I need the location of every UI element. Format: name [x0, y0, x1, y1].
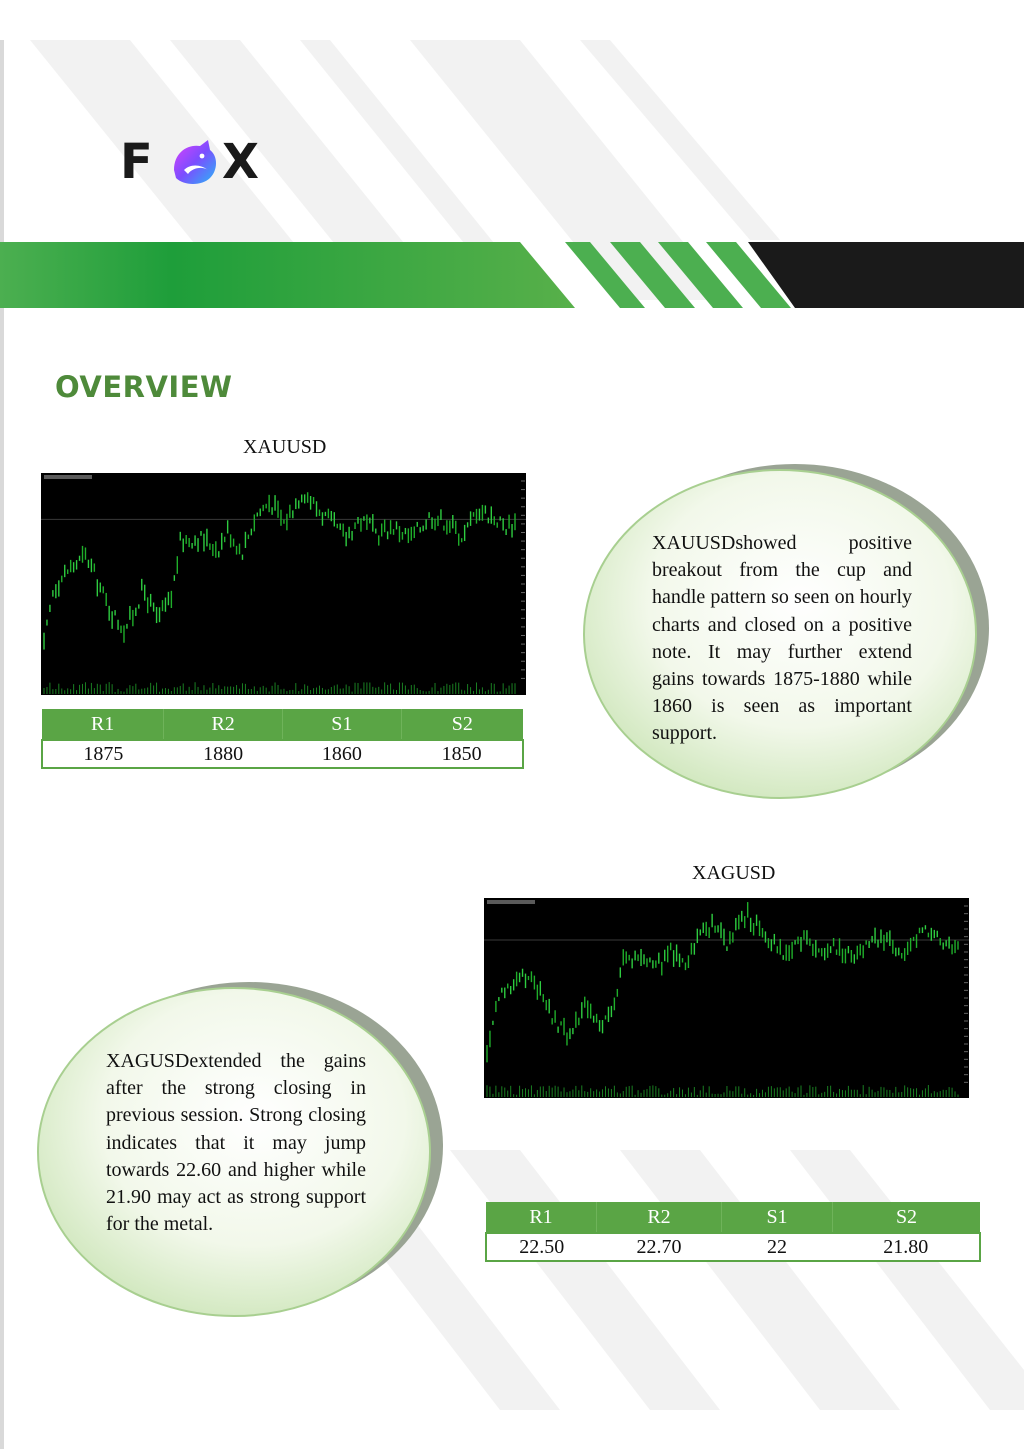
xagusd-price-chart [484, 898, 969, 1098]
logo-letter-x: X [222, 134, 261, 190]
xauusd-commentary-text: XAUUSDshowed positive breakout from the cup and handle pattern so seen on hourly charts and closed on a positive note. It may further extend gains towards 1875-1880 while 1860 is seen as important support. [652, 532, 912, 745]
xauusd-header-s2: S2 [401, 709, 523, 740]
xagusd-header-r1: R1 [486, 1202, 597, 1233]
fox-logo [120, 134, 280, 190]
xauusd-value-s1: 1860 [282, 740, 401, 768]
page-heading: OVERVIEW [55, 370, 233, 404]
xagusd-value-s1: 22 [722, 1233, 833, 1261]
xagusd-commentary-text: XAGUSDextended the gains after the strong closing in previous session. Strong closing indicates that it may jump towards 22.60 and higher while 21.90 may act as strong support for the metal. [106, 1050, 366, 1236]
xagusd-value-s2: 21.80 [833, 1233, 981, 1261]
xauusd-header-r2: R2 [164, 709, 283, 740]
xagusd-header-s2: S2 [833, 1202, 981, 1233]
xagusd-header-s1: S1 [722, 1202, 833, 1233]
xauusd-value-s2: 1850 [401, 740, 523, 768]
logo-letter-f: F [120, 134, 154, 190]
xauusd-value-r2: 1880 [164, 740, 283, 768]
xauusd-header-r1: R1 [42, 709, 164, 740]
xauusd-levels-table [41, 709, 524, 769]
xagusd-value-r2: 22.70 [597, 1233, 722, 1261]
xauusd-header-s1: S1 [282, 709, 401, 740]
xauusd-chart-label: XAUUSD [243, 436, 327, 458]
xauusd-price-chart [41, 473, 526, 695]
xauusd-value-r1: 1875 [42, 740, 164, 768]
xagusd-header-r2: R2 [597, 1202, 722, 1233]
fox-head-icon [166, 140, 220, 186]
header-banner [0, 242, 1024, 308]
xagusd-levels-table [485, 1202, 981, 1262]
xagusd-value-r1: 22.50 [486, 1233, 597, 1261]
xagusd-chart-label: XAGUSD [692, 862, 776, 884]
